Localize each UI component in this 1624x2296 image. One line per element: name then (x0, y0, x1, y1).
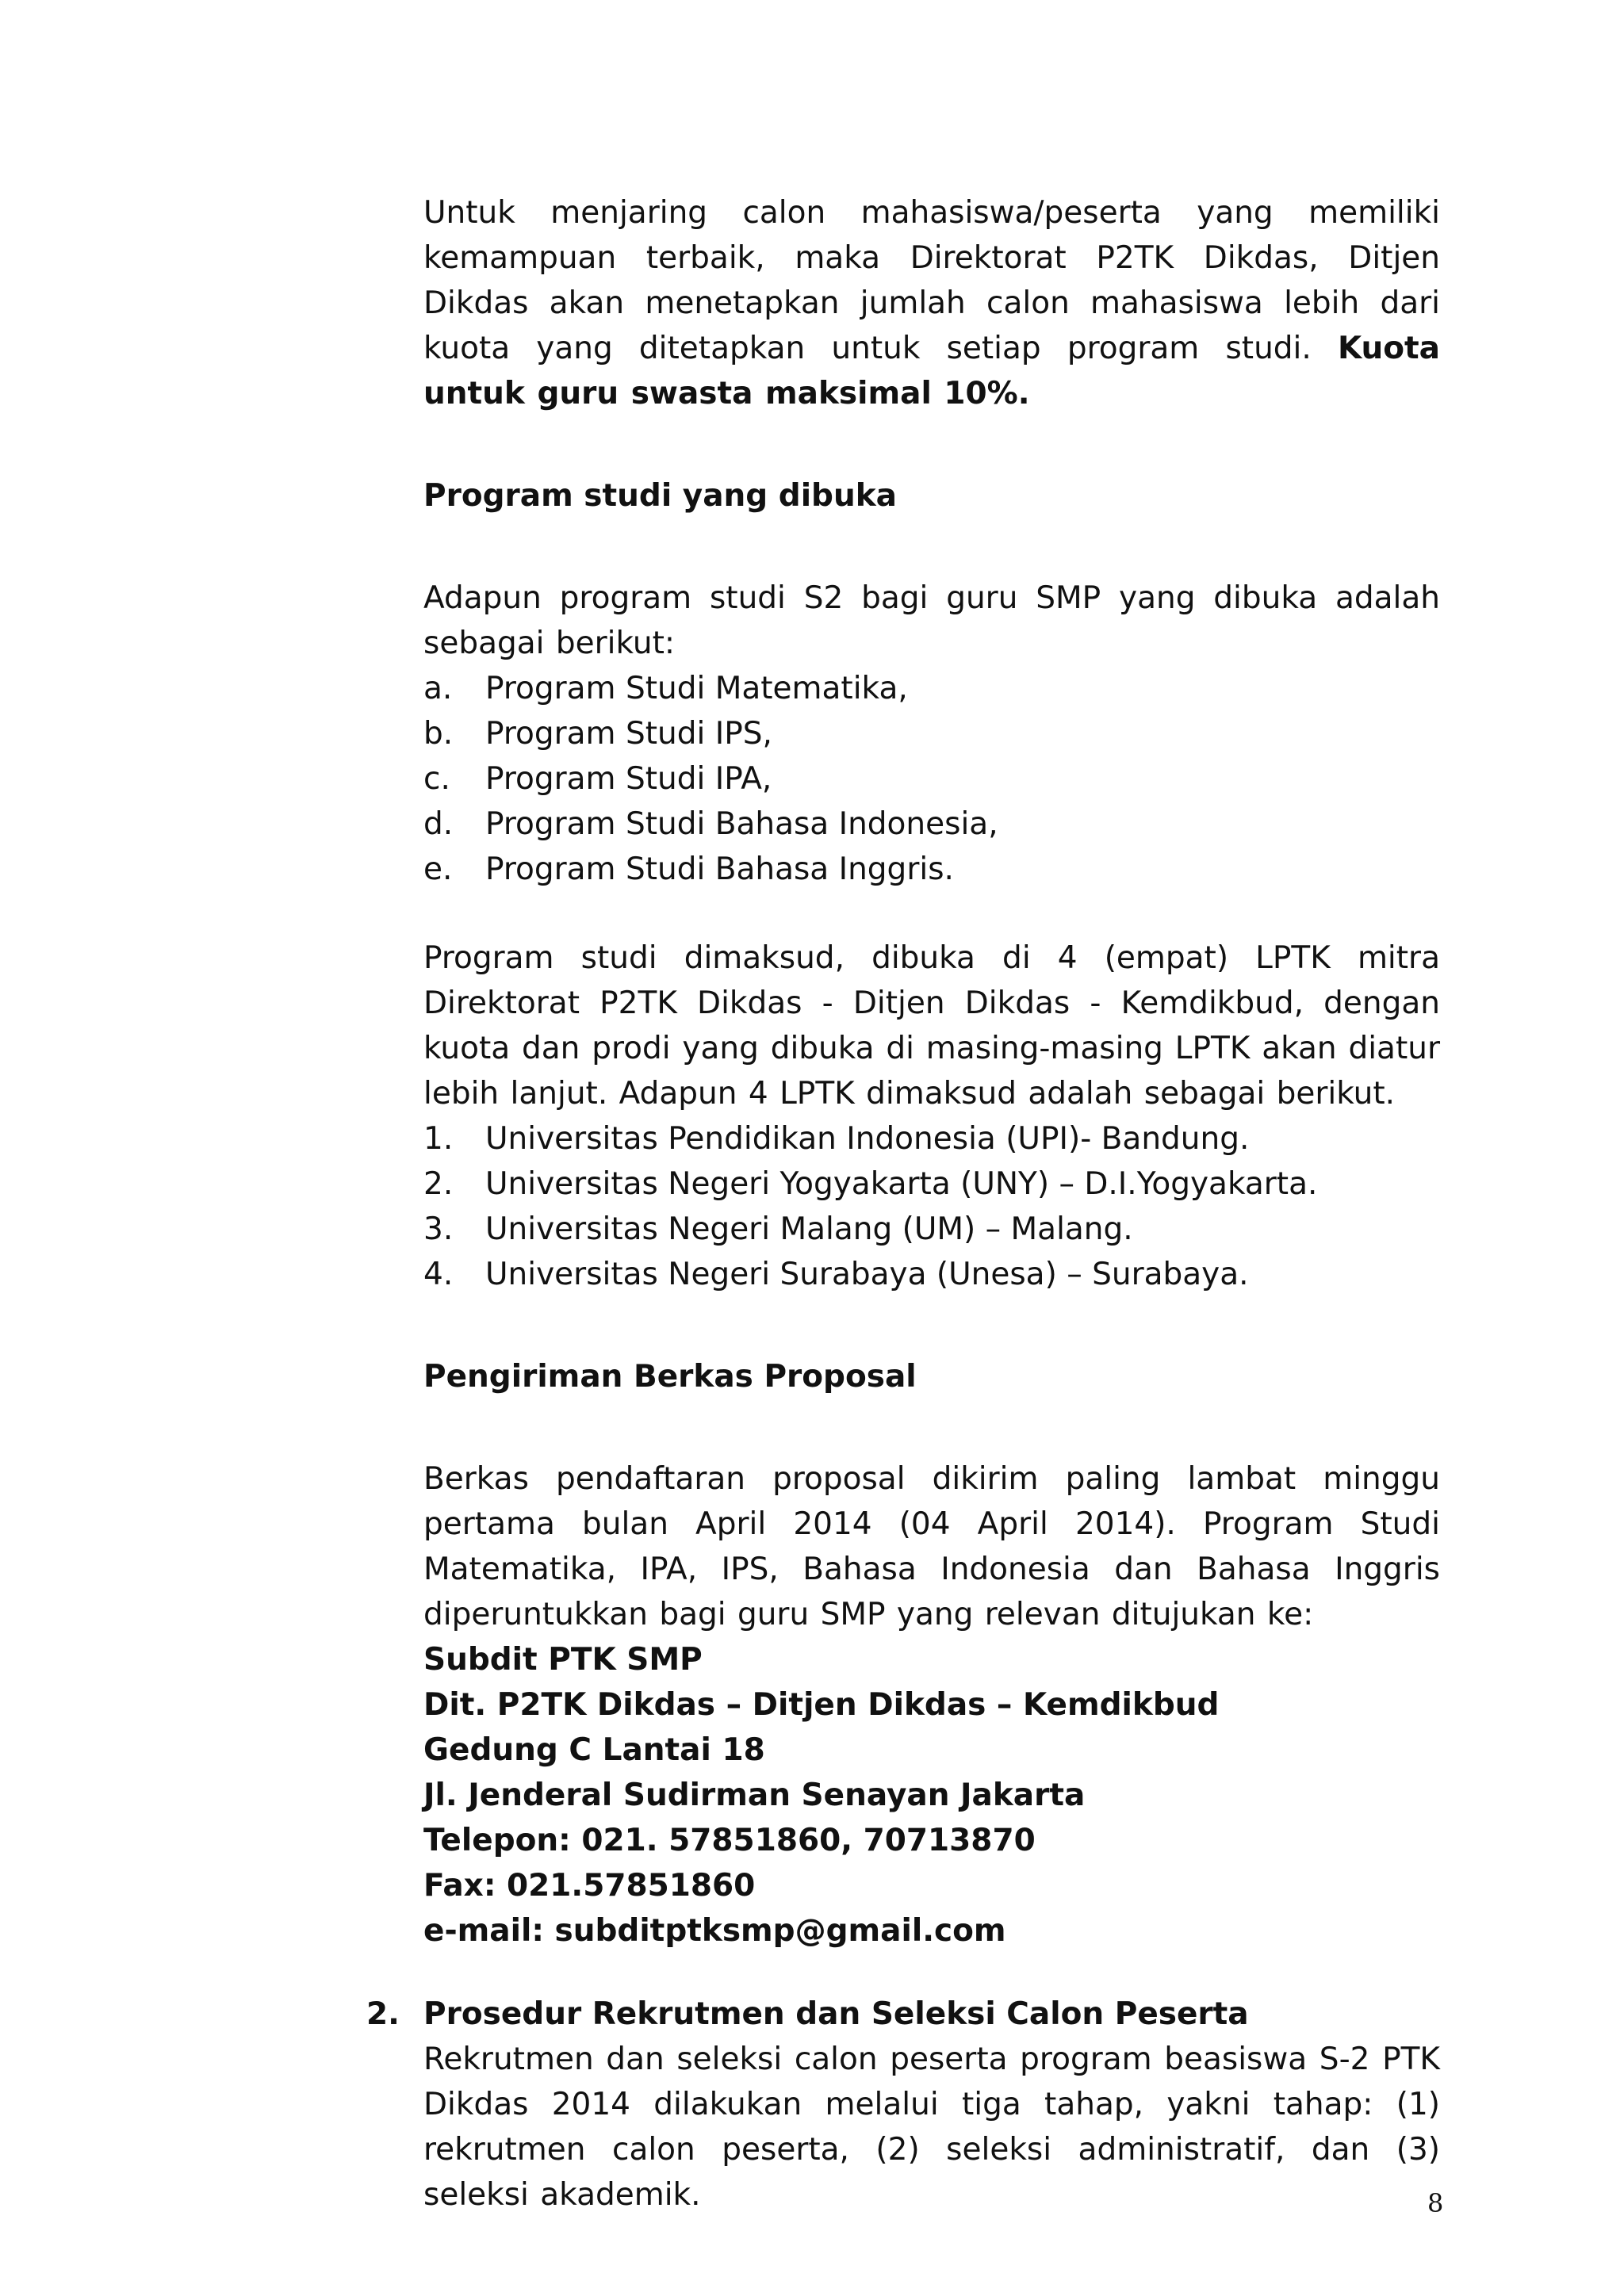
proposal-text: Berkas pendaftaran proposal dikirim paling lambat minggu pertama bulan April 2014 (04 April 2014). Program Studi Matematika, IPA, IPS, Bahasa Indonesia dan Bahasa Inggris diperuntukkan bagi guru SMP yang relevan ditujukan ke: (423, 1461, 1440, 1632)
address-line: Gedung C Lantai 18 (423, 1732, 765, 1768)
address-line: Subdit PTK SMP (423, 1642, 703, 1678)
program-intro: Adapun program studi S2 bagi guru SMP yang dibuka adalah sebagai berikut: (423, 580, 1440, 661)
list-item (423, 666, 1440, 711)
list-item (423, 1252, 1440, 1297)
list-marker: b. (423, 716, 454, 752)
lptk-list (423, 1116, 1440, 1297)
list-item (423, 711, 1440, 756)
list-item-label: Program Studi Matematika, (485, 671, 908, 706)
list-item (423, 1116, 1440, 1161)
list-item-label: Program Studi IPS, (485, 716, 772, 752)
program-heading: Program studi yang dibuka (423, 478, 897, 514)
address-line: Jl. Jenderal Sudirman Senayan Jakarta (423, 1777, 1086, 1813)
list-item-label: Program Studi IPA, (485, 761, 772, 797)
list-item (423, 802, 1440, 847)
section-number: 2. (366, 1996, 400, 2032)
list-item (423, 1161, 1440, 1207)
list-item (423, 756, 1440, 802)
address-block (423, 1637, 1440, 1954)
list-item-label: Universitas Negeri Yogyakarta (UNY) – D.I.Yogyakarta. (485, 1166, 1318, 1202)
list-item-label: Universitas Pendidikan Indonesia (UPI)- Bandung. (485, 1121, 1250, 1157)
list-item-label: Program Studi Bahasa Indonesia, (485, 806, 998, 842)
list-marker: 1. (423, 1121, 454, 1157)
list-marker: 2. (423, 1166, 454, 1202)
list-marker: a. (423, 671, 453, 706)
page-number: 8 (1427, 2188, 1444, 2218)
page-content (366, 190, 1440, 2218)
list-marker: d. (423, 806, 454, 842)
list-marker: 3. (423, 1211, 454, 1247)
lptk-intro: Program studi dimaksud, dibuka di 4 (empat) LPTK mitra Direktorat P2TK Dikdas - Ditjen Dikdas - Kemdikbud, dengan kuota dan prodi yang dibuka di masing-masing LPTK akan diatur lebih lanjut. Adapun 4 LPTK dimaksud adalah sebagai berikut. (423, 940, 1440, 1112)
list-marker: 4. (423, 1257, 454, 1292)
list-item (423, 1207, 1440, 1252)
section-2-heading (366, 1992, 1440, 2037)
phone-line: Telepon: 021. 57851860, 70713870 (423, 1823, 1036, 1858)
list-item (423, 847, 1440, 892)
intro-text: Untuk menjaring calon mahasiswa/peserta yang memiliki kemampuan terbaik, maka Direktorat P2TK Dikdas, Ditjen Dikdas akan menetapkan jumlah calon mahasiswa lebih dari kuota yang ditetapkan untuk setiap program studi. (423, 195, 1440, 366)
list-item-label: Program Studi Bahasa Inggris. (485, 851, 954, 887)
intro-paragraph (423, 190, 1440, 416)
list-item-label: Universitas Negeri Malang (UM) – Malang. (485, 1211, 1133, 1247)
fax-line: Fax: 021.57851860 (423, 1868, 756, 1904)
list-marker: e. (423, 851, 453, 887)
program-list (423, 666, 1440, 892)
address-line: Dit. P2TK Dikdas – Ditjen Dikdas – Kemdikbud (423, 1687, 1220, 1723)
list-item-label: Universitas Negeri Surabaya (Unesa) – Surabaya. (485, 1257, 1249, 1292)
email-line: e-mail: subditptksmp@gmail.com (423, 1913, 1006, 1949)
quota-note: Kuota untuk guru swasta maksimal 10%. (423, 331, 1440, 411)
proposal-heading: Pengiriman Berkas Proposal (423, 1359, 917, 1395)
list-marker: c. (423, 761, 450, 797)
section-2-text: Rekrutmen dan seleksi calon peserta program beasiswa S-2 PTK Dikdas 2014 dilakukan melalui tiga tahap, yakni tahap: (1) rekrutmen calon peserta, (2) seleksi administratif, dan (3) seleksi akademik. (423, 2042, 1440, 2213)
section-title: Prosedur Rekrutmen dan Seleksi Calon Peserta (423, 1996, 1249, 2032)
